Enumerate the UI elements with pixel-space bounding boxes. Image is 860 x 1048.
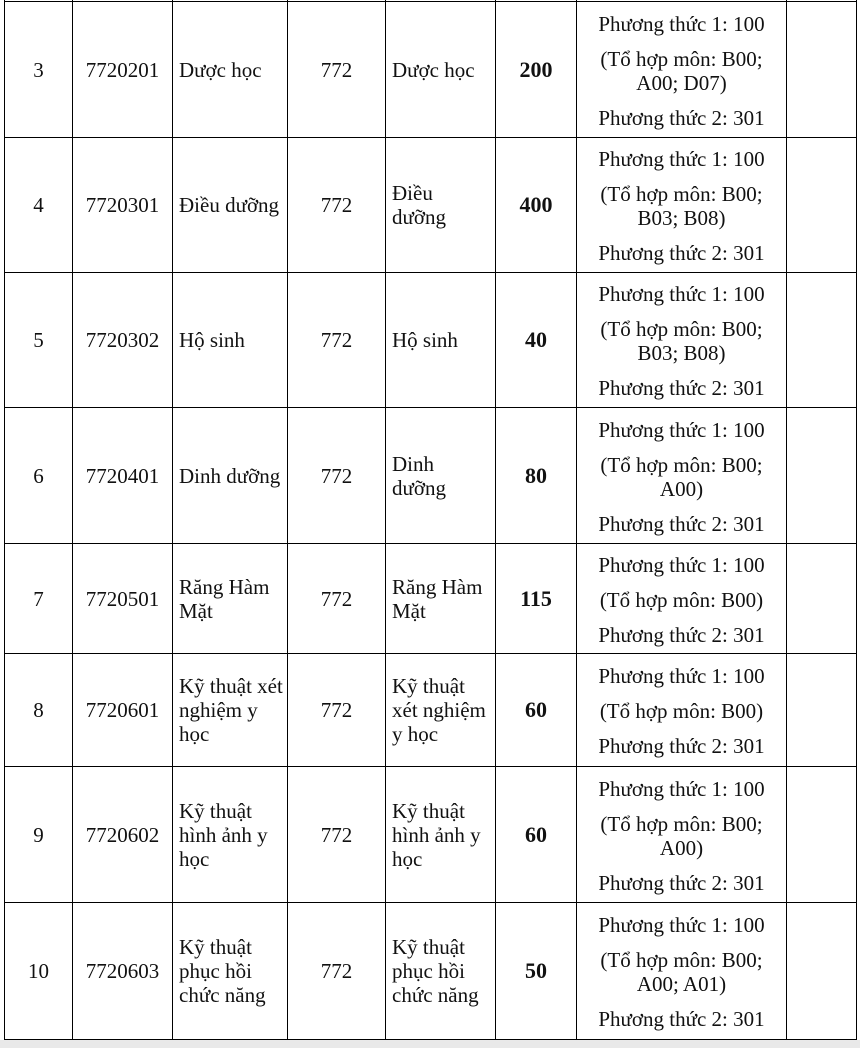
method-1: Phương thức 1: 100 — [598, 776, 765, 801]
method-1: Phương thức 1: 100 — [598, 417, 765, 442]
subject-combination — [577, 588, 786, 612]
method-1: Phương thức 1: 100 — [598, 913, 765, 937]
table-row — [5, 2, 857, 138]
group-name: Kỹ thuật hình ảnh y học — [386, 767, 496, 903]
combination-line-1: (Tổ hợp môn: B00; — [600, 948, 763, 972]
empty-cell — [787, 408, 857, 544]
empty-cell — [787, 544, 857, 654]
group-name: Dược học — [386, 2, 496, 138]
group-name: Điều dưỡng — [386, 138, 496, 273]
subject-combination — [577, 812, 786, 860]
method-1: Phương thức 1: 100 — [598, 147, 765, 171]
group-code: 772 — [288, 903, 386, 1040]
major-name: Kỹ thuật xét nghiệm y học — [173, 654, 288, 767]
subject-combination — [577, 317, 786, 365]
major-name: Kỹ thuật hình ảnh y học — [173, 767, 288, 903]
group-code: 772 — [288, 2, 386, 138]
combination-line-2: A00) — [659, 476, 704, 501]
combination-line-1: (Tổ hợp môn: B00; — [600, 452, 763, 477]
major-name: Điều dưỡng — [173, 138, 288, 273]
table-row — [5, 544, 857, 654]
row-number: 5 — [5, 273, 73, 408]
quota-value: 400 — [496, 138, 577, 273]
major-code: 7720603 — [73, 903, 173, 1040]
combination-line-2: A00; A01) — [636, 972, 727, 996]
major-code: 7720401 — [73, 408, 173, 544]
row-number: 4 — [5, 138, 73, 273]
quota-value: 115 — [496, 544, 577, 654]
page-bottom-edge — [0, 1040, 860, 1048]
method-1: Phương thức 1: 100 — [598, 552, 765, 577]
combination-line-2: B03; B08) — [637, 341, 726, 365]
empty-cell — [787, 273, 857, 408]
combination-line-2: A00; D07) — [636, 70, 727, 95]
admission-table — [4, 0, 857, 1040]
empty-cell — [787, 903, 857, 1040]
combination-line-1: (Tổ hợp môn: B00; — [600, 46, 763, 71]
subject-combination — [577, 453, 786, 501]
group-name: Kỹ thuật xét nghiệm y học — [386, 654, 496, 767]
empty-cell — [787, 138, 857, 273]
quota-value: 200 — [496, 2, 577, 138]
admission-methods — [577, 273, 787, 408]
method-2: Phương thức 2: 301 — [598, 1007, 765, 1031]
method-2: Phương thức 2: 301 — [598, 870, 765, 895]
group-name: Dinh dưỡng — [386, 408, 496, 544]
major-name: Hộ sinh — [173, 273, 288, 408]
combination-line-2: A00) — [659, 835, 704, 860]
major-code: 7720301 — [73, 138, 173, 273]
subject-combination — [577, 699, 786, 723]
table-row — [5, 138, 857, 273]
group-name: Kỹ thuật phục hồi chức năng — [386, 903, 496, 1040]
table-row — [5, 767, 857, 903]
quota-value: 80 — [496, 408, 577, 544]
method-2: Phương thức 2: 301 — [598, 511, 765, 536]
method-1: Phương thức 1: 100 — [598, 282, 765, 306]
admission-methods — [577, 2, 787, 138]
combination-line-1: (Tổ hợp môn: B00) — [599, 699, 764, 723]
admission-methods — [577, 767, 787, 903]
group-code: 772 — [288, 273, 386, 408]
table-row — [5, 654, 857, 767]
method-1: Phương thức 1: 100 — [598, 11, 765, 36]
method-2: Phương thức 2: 301 — [598, 734, 765, 758]
combination-line-2: B03; B08) — [637, 206, 726, 230]
subject-combination — [577, 948, 786, 996]
group-code: 772 — [288, 408, 386, 544]
major-name: Răng Hàm Mặt — [173, 544, 288, 654]
group-code: 772 — [288, 654, 386, 767]
combination-line-1: (Tổ hợp môn: B00; — [600, 317, 763, 341]
row-number: 3 — [5, 2, 73, 138]
table-row — [5, 273, 857, 408]
table-row — [5, 903, 857, 1040]
admission-methods — [577, 138, 787, 273]
admission-methods — [577, 654, 787, 767]
major-code: 7720602 — [73, 767, 173, 903]
group-code: 772 — [288, 767, 386, 903]
method-2: Phương thức 2: 301 — [598, 622, 765, 647]
major-code: 7720302 — [73, 273, 173, 408]
major-name: Kỹ thuật phục hồi chức năng — [173, 903, 288, 1040]
method-2: Phương thức 2: 301 — [598, 376, 765, 400]
major-code: 7720501 — [73, 544, 173, 654]
major-name: Dinh dưỡng — [173, 408, 288, 544]
group-code: 772 — [288, 544, 386, 654]
method-1: Phương thức 1: 100 — [598, 664, 765, 688]
major-code: 7720601 — [73, 654, 173, 767]
combination-line-1: (Tổ hợp môn: B00; — [600, 811, 763, 836]
admission-methods — [577, 903, 787, 1040]
quota-value: 60 — [496, 767, 577, 903]
row-number: 6 — [5, 408, 73, 544]
table-row — [5, 408, 857, 544]
subject-combination — [577, 47, 786, 95]
row-number: 9 — [5, 767, 73, 903]
major-code: 7720201 — [73, 2, 173, 138]
admission-methods — [577, 544, 787, 654]
combination-line-1: (Tổ hợp môn: B00) — [599, 587, 764, 612]
method-2: Phương thức 2: 301 — [598, 241, 765, 265]
quota-value: 50 — [496, 903, 577, 1040]
major-name: Dược học — [173, 2, 288, 138]
empty-cell — [787, 654, 857, 767]
empty-cell — [787, 2, 857, 138]
quota-value: 60 — [496, 654, 577, 767]
row-number: 10 — [5, 903, 73, 1040]
group-name: Hộ sinh — [386, 273, 496, 408]
admission-methods — [577, 408, 787, 544]
empty-cell — [787, 767, 857, 903]
quota-value: 40 — [496, 273, 577, 408]
method-2: Phương thức 2: 301 — [598, 105, 765, 130]
subject-combination — [577, 182, 786, 230]
row-number: 7 — [5, 544, 73, 654]
group-code: 772 — [288, 138, 386, 273]
group-name: Răng Hàm Mặt — [386, 544, 496, 654]
row-number: 8 — [5, 654, 73, 767]
combination-line-1: (Tổ hợp môn: B00; — [600, 182, 763, 206]
